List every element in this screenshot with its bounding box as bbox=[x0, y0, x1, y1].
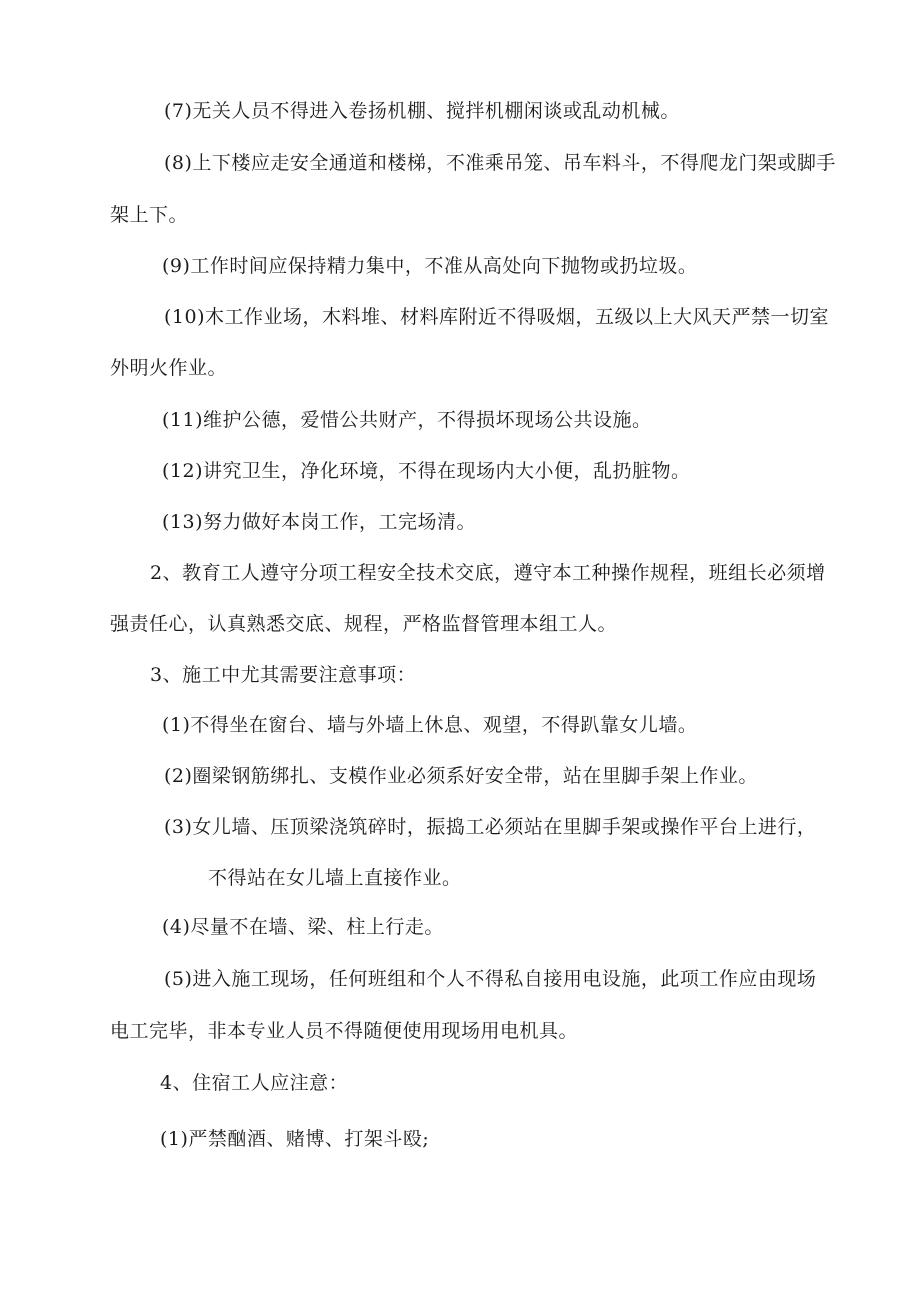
paragraph-line: (5)进入施工现场，任何班组和个人不得私自接用电设施，此项工作应由现场 bbox=[164, 968, 817, 990]
paragraph-line: (3)女儿墙、压顶梁浇筑碎时，振捣工必须站在里脚手架或操作平台上进行， bbox=[164, 816, 817, 838]
paragraph-line: 强责任心，认真熟悉交底、规程，严格监督管理本组工人。 bbox=[110, 613, 618, 635]
paragraph-line: 不得站在女儿墙上直接作业。 bbox=[208, 867, 462, 889]
paragraph-line: (1)不得坐在窗台、墙与外墙上休息、观望，不得趴靠女儿墙。 bbox=[162, 714, 698, 736]
paragraph-line: 2、教育工人遵守分项工程安全技术交底，遵守本工种操作规程，班组长必须增 bbox=[150, 562, 826, 584]
paragraph-line: (2)圈梁钢筋绑扎、支模作业必须系好安全带，站在里脚手架上作业。 bbox=[164, 765, 758, 787]
paragraph-line: (7)无关人员不得进入卷扬机棚、搅拌机棚闲谈或乱动机械。 bbox=[164, 100, 680, 122]
paragraph-line: (11)维护公德，爱惜公共财产，不得损坏现场公共设施。 bbox=[162, 409, 652, 431]
paragraph-line: (8)上下楼应走安全通道和楼梯，不准乘吊笼、吊车料斗，不得爬龙门架或脚手 bbox=[164, 152, 836, 174]
paragraph-line: 外明火作业。 bbox=[110, 357, 228, 379]
paragraph-line: 电工完毕，非本专业人员不得随便使用现场用电机具。 bbox=[110, 1020, 579, 1042]
section-heading: 3、施工中尤其需要注意事项： bbox=[150, 664, 417, 686]
section-heading: 4、住宿工人应注意： bbox=[160, 1072, 349, 1094]
paragraph-line: (1)严禁酗酒、赌博、打架斗殴; bbox=[160, 1128, 430, 1150]
paragraph-line: (9)工作时间应保持精力集中，不准从高处向下抛物或扔垃圾。 bbox=[162, 255, 698, 277]
paragraph-line: 架上下。 bbox=[110, 204, 189, 226]
paragraph-line: (10)木工作业场，木料堆、材料库附近不得吸烟，五级以上大风天严禁一切室 bbox=[164, 306, 830, 328]
paragraph-line: (13)努力做好本岗工作，工完场清。 bbox=[162, 511, 477, 533]
paragraph-line: (12)讲究卫生，净化环境，不得在现场内大小便，乱扔脏物。 bbox=[162, 460, 691, 482]
paragraph-line: (4)尽量不在墙、梁、柱上行走。 bbox=[162, 916, 444, 938]
